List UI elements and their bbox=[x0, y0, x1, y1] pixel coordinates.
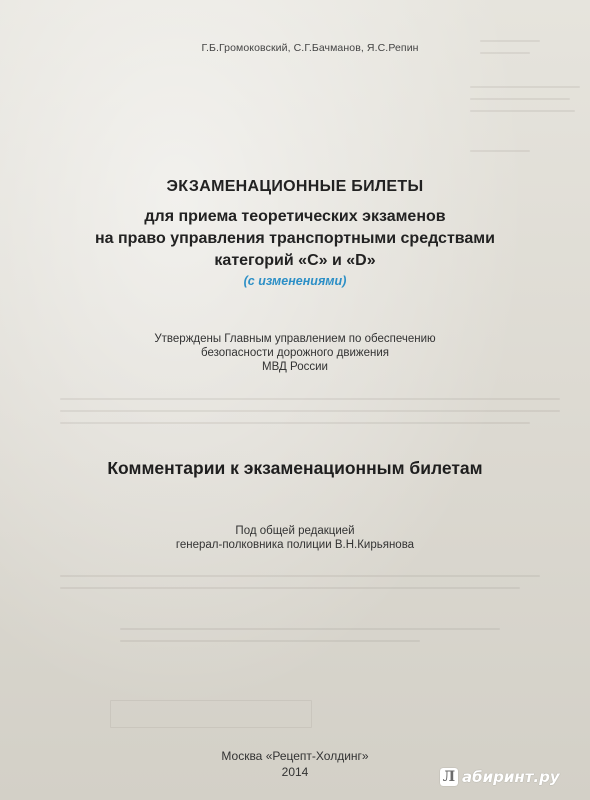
changes-note: (с изменениями) bbox=[243, 274, 347, 288]
show-through-line bbox=[470, 110, 575, 112]
editor-line: Под общей редакцией bbox=[235, 525, 355, 537]
show-through-line bbox=[470, 98, 570, 100]
labirint-logo-icon: Л bbox=[440, 768, 458, 786]
commentary-title: Комментарии к экзаменационным билетам bbox=[107, 458, 483, 478]
approval-line: безопасности дорожного движения bbox=[201, 347, 389, 359]
editor-line: генерал-полковника полиции В.Н.Кирьянова bbox=[175, 539, 415, 551]
book-title: ЭКЗАМЕНАЦИОННЫЕ БИЛЕТЫ bbox=[166, 178, 424, 195]
watermark-text: абиринт.ру bbox=[462, 768, 560, 786]
show-through-line bbox=[470, 150, 530, 152]
show-through-line bbox=[470, 86, 580, 88]
show-through-box bbox=[110, 700, 312, 728]
show-through-line bbox=[60, 422, 530, 424]
labirint-watermark bbox=[440, 766, 560, 788]
show-through-line bbox=[60, 410, 560, 412]
authors-line: Г.Б.Громоковский, С.Г.Бачманов, Я.С.Репин bbox=[201, 42, 419, 54]
show-through-line bbox=[60, 587, 520, 589]
show-through-line bbox=[60, 575, 540, 577]
approval-line: МВД России bbox=[262, 361, 328, 373]
subtitle-line: на право управления транспортными средствами bbox=[95, 230, 495, 247]
subtitle-line: для приема теоретических экзаменов bbox=[144, 208, 446, 225]
show-through-line bbox=[120, 628, 500, 630]
show-through-line bbox=[120, 640, 420, 642]
show-through-line bbox=[60, 398, 560, 400]
publisher-line: Москва «Рецепт-Холдинг» bbox=[221, 749, 369, 763]
approval-line: Утверждены Главным управлением по обеспечению bbox=[154, 333, 436, 345]
publication-year: 2014 bbox=[281, 765, 309, 779]
subtitle-line: категорий «С» и «D» bbox=[214, 252, 376, 269]
